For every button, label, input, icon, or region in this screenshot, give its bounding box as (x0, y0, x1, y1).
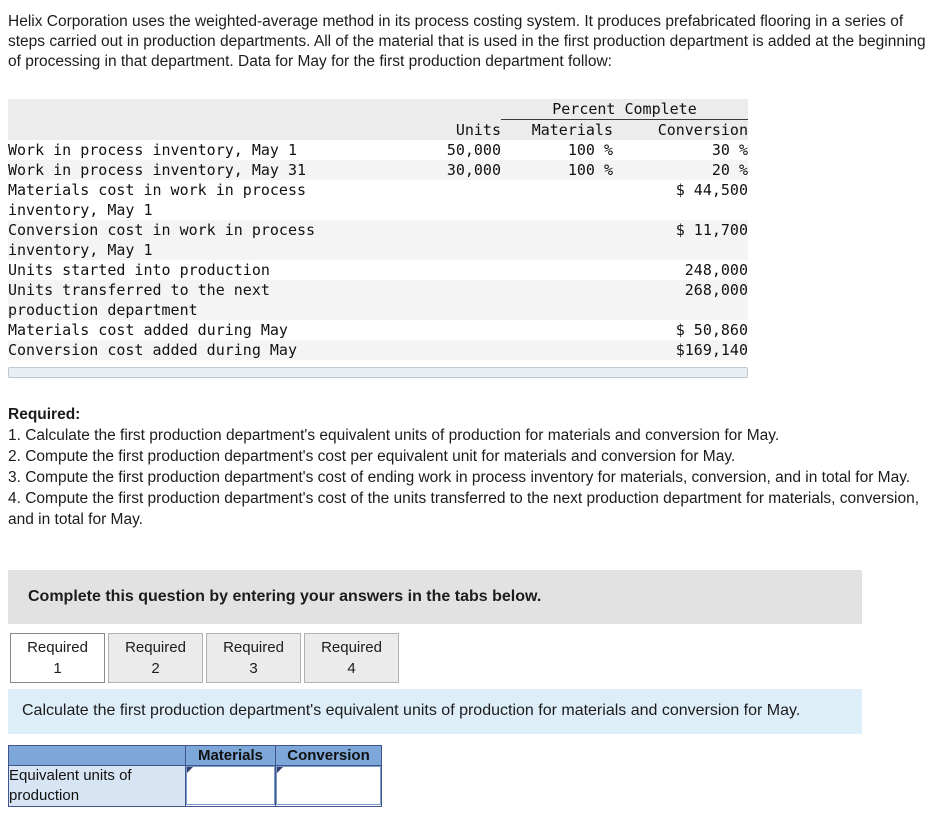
tab-prompt: Calculate the first production department's equivalent units of production for materials and conversion for May. (8, 689, 862, 734)
table-row (8, 340, 748, 360)
row-amount: 268,000 (684, 281, 748, 299)
group-header-row (8, 99, 748, 120)
row-amount: $169,140 (675, 341, 748, 359)
required-heading: Required: (8, 406, 81, 423)
row-label: Units started into production (8, 261, 270, 279)
intro-paragraph: Helix Corporation uses the weighted-average method in its process costing system. It produces prefabricated flooring in a series of steps carried out in production departments. All of the material that is used in the first production department is added at the beginning of processing in that department. Data for May for the first production department follow: (8, 13, 926, 70)
answer-col-header-materials: Materials (186, 746, 276, 766)
row-label: Conversion cost in work in process inventory, May 1 (8, 221, 316, 259)
tab-required-2[interactable]: Required 2 (108, 633, 203, 683)
answer-row (9, 766, 382, 807)
required-section (8, 404, 932, 530)
tab-required-4[interactable]: Required 4 (304, 633, 399, 683)
answer-table (8, 745, 382, 807)
required-item-2: 2. Compute the first production department's cost per equivalent unit for materials and conversion for May. (8, 448, 736, 465)
row-conversion-pct: 20 % (711, 161, 748, 179)
conversion-input[interactable] (276, 766, 381, 805)
row-conversion-pct: 30 % (711, 141, 748, 159)
row-materials-pct: 100 % (567, 141, 613, 159)
row-label: Materials cost in work in process inventory, May 1 (8, 181, 307, 219)
tab-bar (10, 633, 932, 683)
required-item-3: 3. Compute the first production department's cost of ending work in process inventory for materials, conversion, and in total for May. (8, 469, 911, 486)
answer-corner-cell (9, 746, 186, 766)
row-amount: $ 44,500 (675, 181, 748, 199)
answer-header-row (9, 746, 382, 766)
table-row (8, 320, 748, 340)
materials-input[interactable] (186, 766, 275, 805)
table-row (8, 280, 748, 320)
required-item-1: 1. Calculate the first production department's equivalent units of production for materials and conversion for May. (8, 427, 780, 444)
col-header-conversion: Conversion (657, 121, 748, 139)
table-row (8, 260, 748, 280)
table-row (8, 160, 748, 180)
answer-col-header-conversion: Conversion (276, 746, 382, 766)
answer-row-label: Equivalent units of production (9, 766, 186, 807)
row-amount: $ 50,860 (675, 321, 748, 339)
table-row (8, 140, 748, 160)
row-label: Work in process inventory, May 1 (8, 141, 297, 159)
tab-required-1[interactable]: Required 1 (10, 633, 105, 683)
col-header-units: Units (455, 120, 501, 139)
row-units: 30,000 (446, 161, 501, 179)
row-label: Units transferred to the next production department (8, 281, 270, 319)
instruction-banner: Complete this question by entering your answers in the tabs below. (8, 570, 862, 624)
table-row (8, 180, 748, 220)
row-label: Work in process inventory, May 31 (8, 161, 307, 179)
required-item-4: 4. Compute the first production department's cost of the units transferred to the next production department for materials, conversion, and in total for May. (8, 490, 920, 528)
row-units: 50,000 (446, 141, 501, 159)
answer-cell-conversion (276, 766, 382, 807)
row-label: Conversion cost added during May (8, 341, 297, 359)
tab-required-3[interactable]: Required 3 (206, 633, 301, 683)
row-amount: $ 11,700 (675, 221, 748, 239)
column-header-row (8, 120, 748, 141)
percent-complete-header: Percent Complete (501, 99, 748, 120)
answer-cell-materials (186, 766, 276, 807)
row-amount: 248,000 (684, 261, 748, 279)
table-row (8, 220, 748, 260)
problem-data-table (8, 99, 748, 378)
col-header-materials: Materials (531, 121, 613, 139)
horizontal-scrollbar[interactable] (8, 367, 748, 378)
row-label: Materials cost added during May (8, 321, 288, 339)
row-materials-pct: 100 % (567, 161, 613, 179)
